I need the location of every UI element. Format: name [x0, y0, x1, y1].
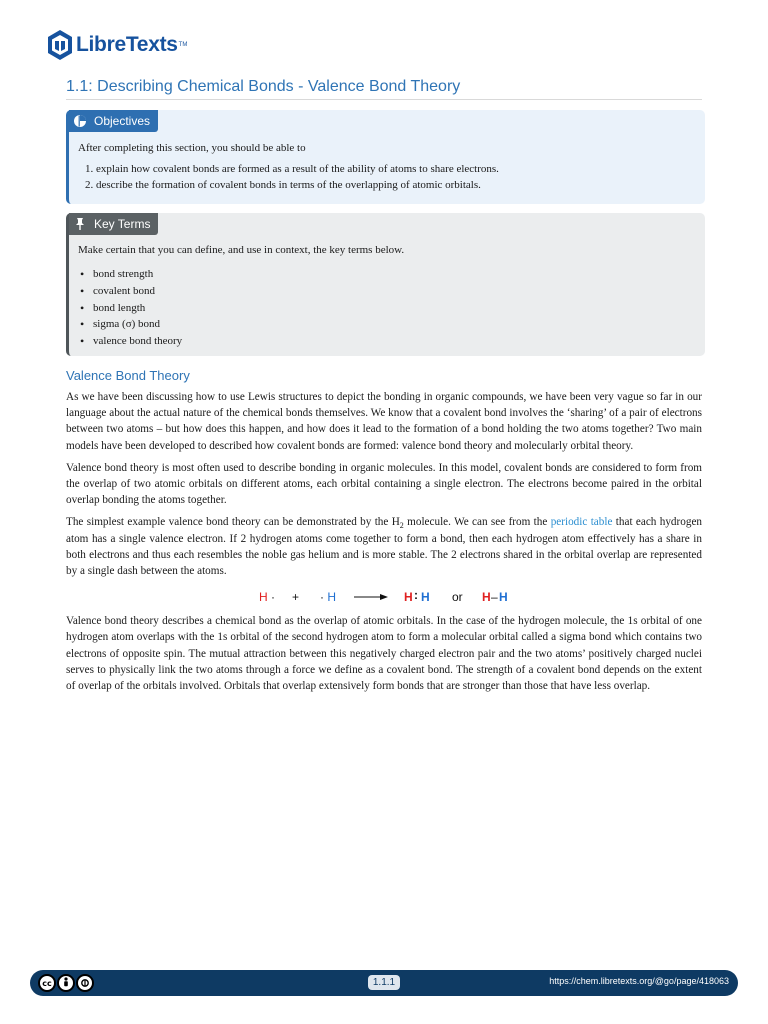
paragraph-text: The simplest example valence bond theory can be demonstrated by the H — [66, 516, 400, 529]
objectives-list — [78, 161, 697, 193]
key-terms-box — [66, 213, 705, 356]
page-url[interactable]: https://chem.libretexts.org/@go/page/418063 — [549, 976, 729, 986]
paragraph: Valence bond theory is most often used to describe bonding in organic molecules. In this model, covalent bonds are considered to form from the overlap of two atomic orbitals on different atoms, each orbital containing a single electron. The electrons become paired in the orbital overlap bonding the atoms together. — [66, 461, 702, 507]
objective-item: 2. describe the formation of covalent bonds in terms of the overlapping of atomic orbitals. — [96, 177, 697, 193]
hydrogen-atom-2: · H — [320, 590, 337, 605]
key-terms-intro: Make certain that you can define, and use in context, the key terms below. — [78, 244, 405, 256]
key-terms-body — [78, 242, 697, 350]
subscript: 2 — [399, 521, 404, 531]
objectives-header — [69, 110, 158, 132]
key-term-item: • bond strength — [93, 266, 697, 283]
or-label: or — [452, 590, 463, 605]
objectives-label: Objectives — [94, 114, 151, 128]
key-terms-header — [69, 213, 158, 235]
section-content — [66, 389, 702, 700]
objectives-intro: After completing this section, you should be able to — [78, 142, 306, 154]
paragraph-text: that each hydrogen atom has a single valence electron. If 2 hydrogen atoms come together to form a bond, then each hydrogen atom effectively has a share in both electrons and thus each resembles the noble gas helium and is more stable. The 2 electrons shared in the orbital overlap are represented by a single dash between the atoms. — [66, 516, 702, 578]
hydrogen-atom-5: H — [482, 590, 491, 605]
logo-wordmark: LibreTexts — [76, 33, 178, 56]
reaction-arrow-icon — [354, 593, 388, 601]
plus-sign: + — [292, 590, 300, 605]
pie-chart-icon — [73, 114, 87, 128]
pushpin-icon — [73, 217, 87, 231]
objective-item: 1. explain how covalent bonds are formed as a result of the ability of atoms to share electrons. — [96, 161, 697, 177]
key-term-item: • sigma (σ) bond — [93, 316, 697, 333]
paragraph — [66, 514, 702, 579]
page-number: 1.1.1 — [368, 975, 400, 990]
hydrogen-atom-6: H — [499, 590, 508, 605]
objectives-box — [66, 110, 705, 204]
hydrogen-bond-equation — [66, 584, 702, 608]
logo-trademark: TM — [178, 42, 188, 48]
single-bond-dash: – — [491, 590, 498, 605]
objectives-body — [78, 140, 697, 193]
key-term-item: • bond length — [93, 300, 697, 317]
paragraph: Valence bond theory describes a chemical bond as the overlap of atomic orbitals. In the case of the hydrogen molecule, the 1s orbital of one hydrogen atom overlaps with the 1s orbital of the second hydrogen atom to form a molecular orbital called a sigma bond which contains two electrons of opposite spin. The mutual attraction between this negatively charged electron pair and the two atoms’ positively charged nuclei serves to physically link the two atoms through a force we define as a covalent bond. The strength of a covalent bond depends on the extent of overlap of the orbitals involved. Orbitals that overlap extensively form bonds that are stronger than those that have less overlap. — [66, 615, 702, 693]
libretexts-logo[interactable] — [46, 28, 187, 62]
key-terms-list — [78, 266, 697, 350]
by-icon — [57, 974, 75, 992]
hydrogen-atom-1: H · — [259, 590, 276, 605]
paragraph-text: molecule. We can see from the — [403, 516, 551, 529]
hydrogen-atom-3: H — [404, 590, 413, 605]
footer-bar — [30, 970, 738, 996]
page-title: 1.1: Describing Chemical Bonds - Valence Bond Theory — [66, 78, 702, 100]
key-term-item: • covalent bond — [93, 283, 697, 300]
license-badge[interactable] — [38, 974, 95, 992]
hydrogen-atom-4: H — [421, 590, 430, 605]
periodic-table-link[interactable]: periodic table — [550, 516, 613, 529]
key-term-item: • valence bond theory — [93, 333, 697, 350]
cc-icon: cc — [38, 974, 56, 992]
paragraph: As we have been discussing how to use Lewis structures to depict the bonding in organic compounds, we have been very vague so far in our language about the actual nature of the chemical bonds themselves. We know that a covalent bond involves the ‘sharing’ of a pair of electrons between two atoms – but how does this happen, and how does it lead to the formation of a bond holding the two atoms together? Two main models have been developed to described how covalent bonds are formed: valence bond theory and molecularly orbital theory. — [66, 391, 702, 452]
section-heading: Valence Bond Theory — [66, 368, 190, 383]
electron-pair-dots: : — [414, 588, 418, 603]
key-terms-label: Key Terms — [94, 217, 151, 231]
libretexts-logo-icon — [46, 29, 74, 61]
nc-icon — [76, 974, 94, 992]
